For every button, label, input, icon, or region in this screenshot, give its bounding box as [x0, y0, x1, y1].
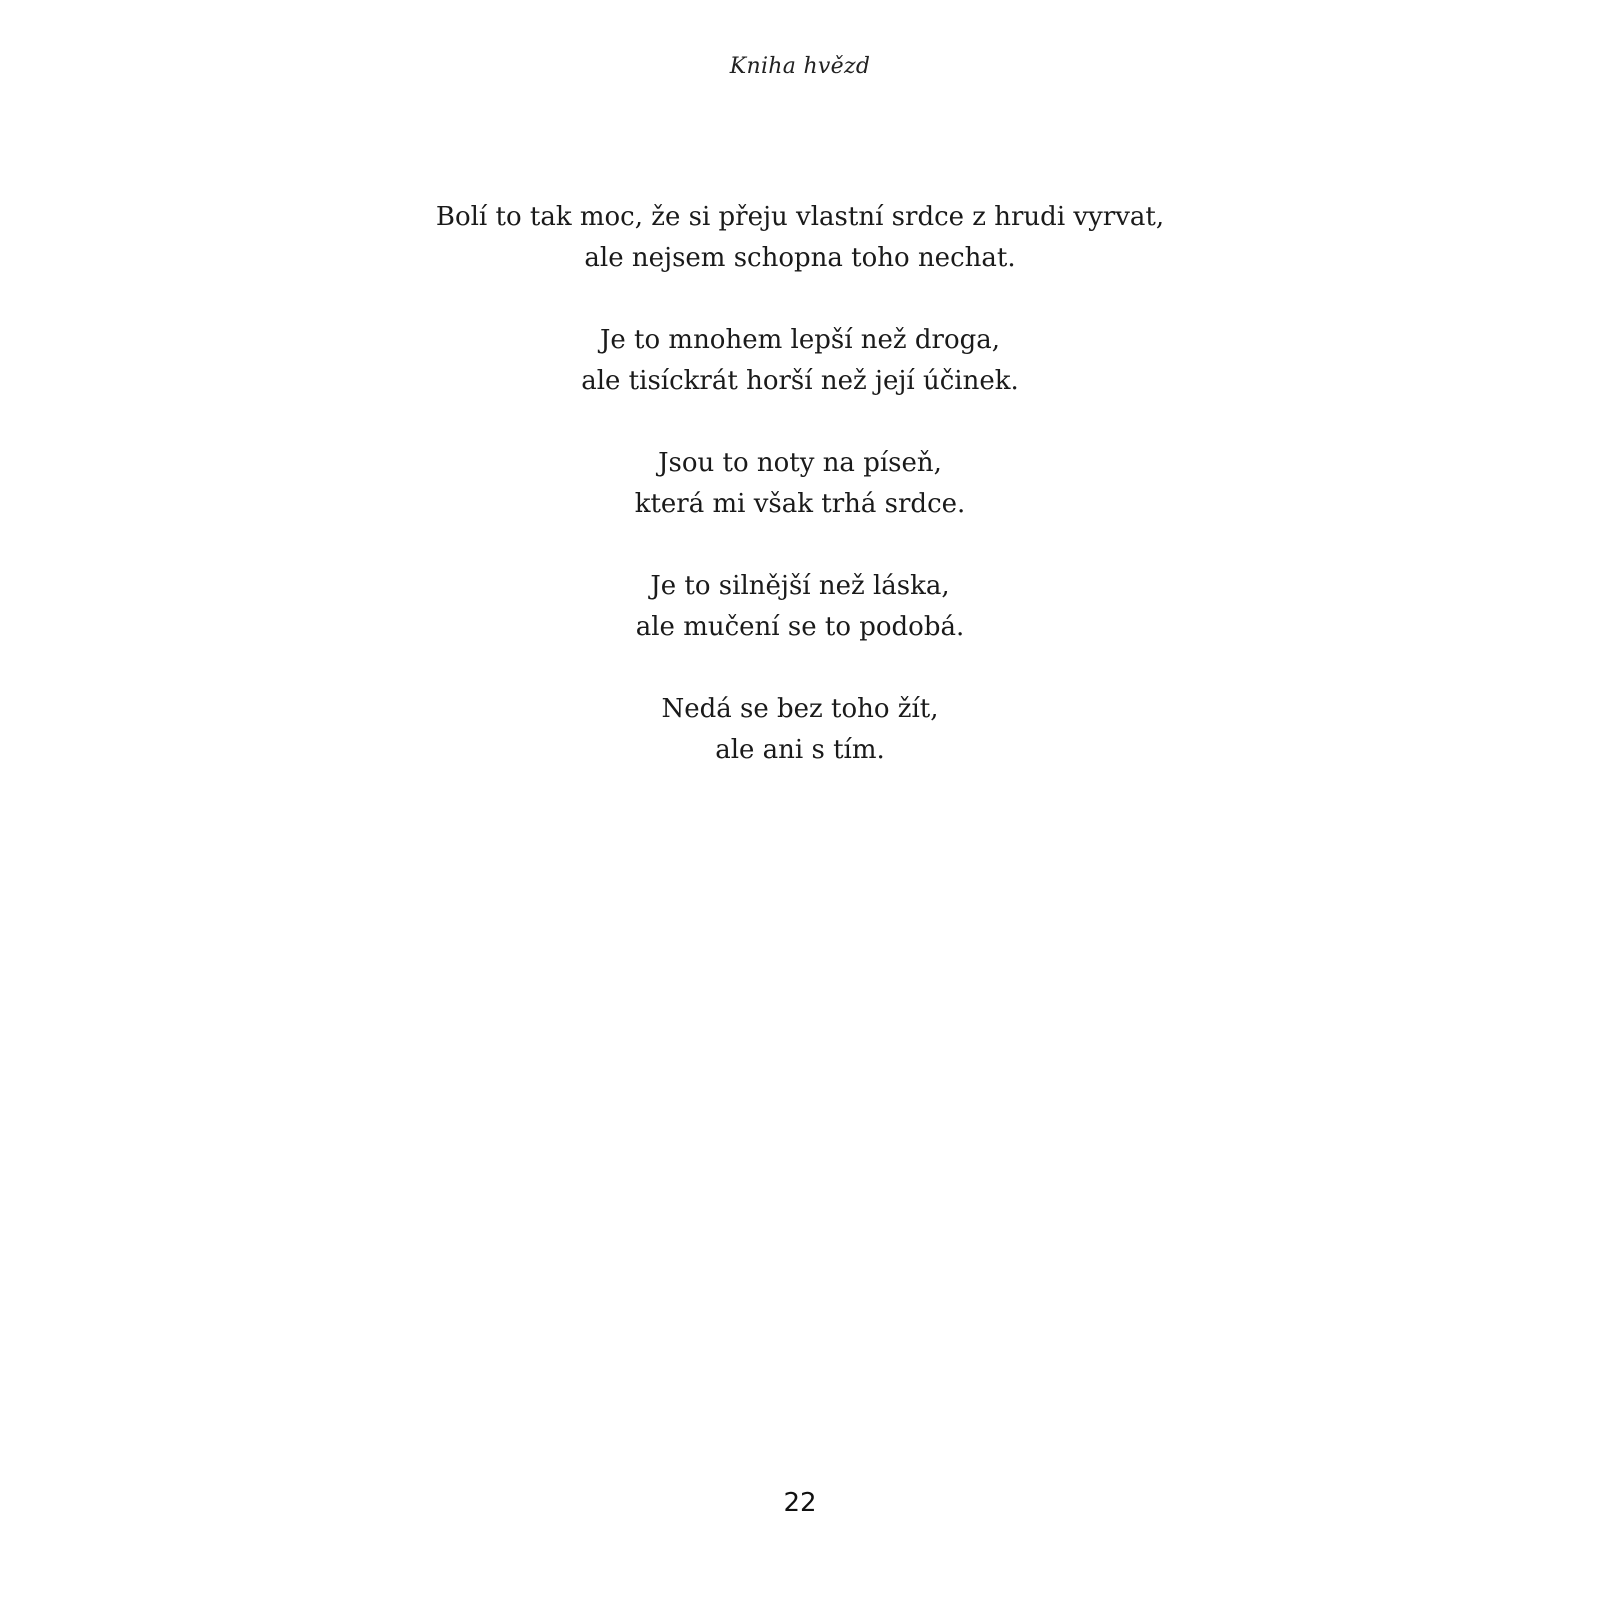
poem-line: ale nejsem schopna toho nechat.: [584, 243, 1016, 273]
stanza-1: [0, 197, 1600, 279]
stanza-5: [0, 689, 1600, 771]
stanza-2: [0, 320, 1600, 402]
poem-line: ale tisíckrát horší než její účinek.: [581, 366, 1019, 396]
running-header-title: Kniha hvězd: [729, 54, 871, 79]
stanza-4: [0, 566, 1600, 648]
stanza-3: [0, 443, 1600, 525]
poem-line: ale mučení se to podobá.: [635, 612, 965, 642]
poem-line: Nedá se bez toho žít,: [661, 694, 939, 724]
poem-line: Je to mnohem lepší než droga,: [599, 325, 1001, 355]
poem-line: ale ani s tím.: [715, 735, 885, 765]
poem-body: [0, 197, 1600, 812]
poem-line: Bolí to tak moc, že si přeju vlastní srdce z hrudi vyrvat,: [435, 202, 1165, 232]
poem-line: Je to silnější než láska,: [650, 571, 950, 601]
page-number: 22: [783, 1488, 817, 1518]
poem-line: která mi však trhá srdce.: [634, 489, 966, 519]
poem-line: Jsou to noty na píseň,: [658, 448, 942, 478]
